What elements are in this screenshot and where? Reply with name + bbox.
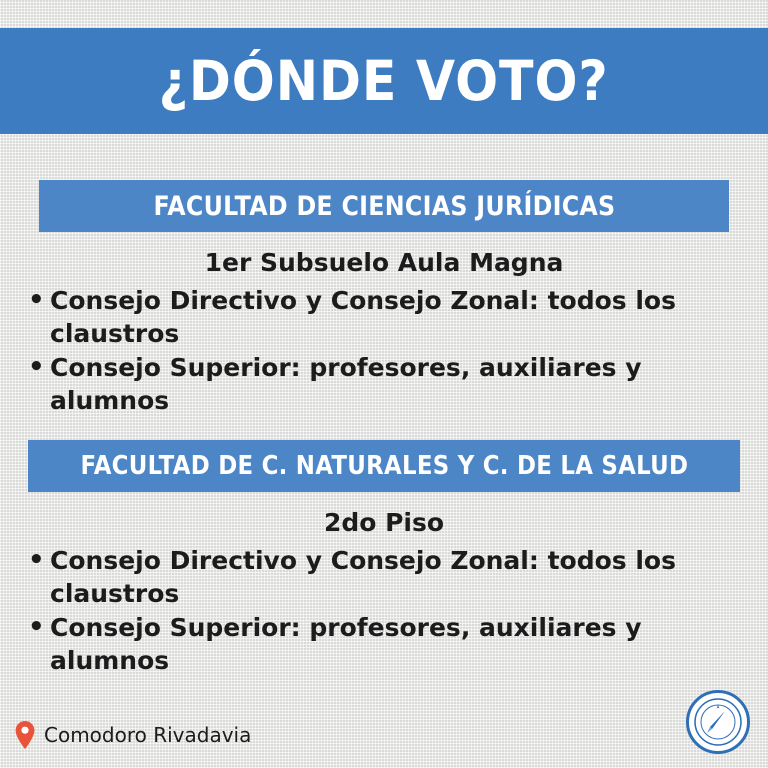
list-item: • Consejo Superior: profesores, auxiliares y alumnos [10,352,768,417]
poster-footer [0,698,768,768]
location-group [14,720,251,750]
list-item: • Consejo Directivo y Consejo Zonal: todos los claustros [10,545,768,610]
section-heading-banner [39,180,729,232]
section-subheading: 1er Subsuelo Aula Magna [204,248,564,277]
section-heading-text: FACULTAD DE CIENCIAS JURÍDICAS [153,190,615,222]
title-banner [0,28,768,134]
section-subheading: 2do Piso [323,508,445,537]
page-title: ¿DÓNDE VOTO? [158,48,610,113]
map-pin-icon [14,720,36,750]
location-label: Comodoro Rivadavia [44,723,252,747]
section-bullet-list [0,545,768,677]
university-seal-icon [686,690,750,754]
faculty-section [0,440,768,679]
list-item: • Consejo Superior: profesores, auxiliares y alumnos [10,612,768,677]
faculty-section [0,180,768,419]
list-item: • Consejo Directivo y Consejo Zonal: todos los claustros [10,285,768,350]
section-bullet-list [0,285,768,417]
section-heading-banner [28,440,740,492]
section-heading-text: FACULTAD DE C. NATURALES Y C. DE LA SALUD [80,451,688,481]
